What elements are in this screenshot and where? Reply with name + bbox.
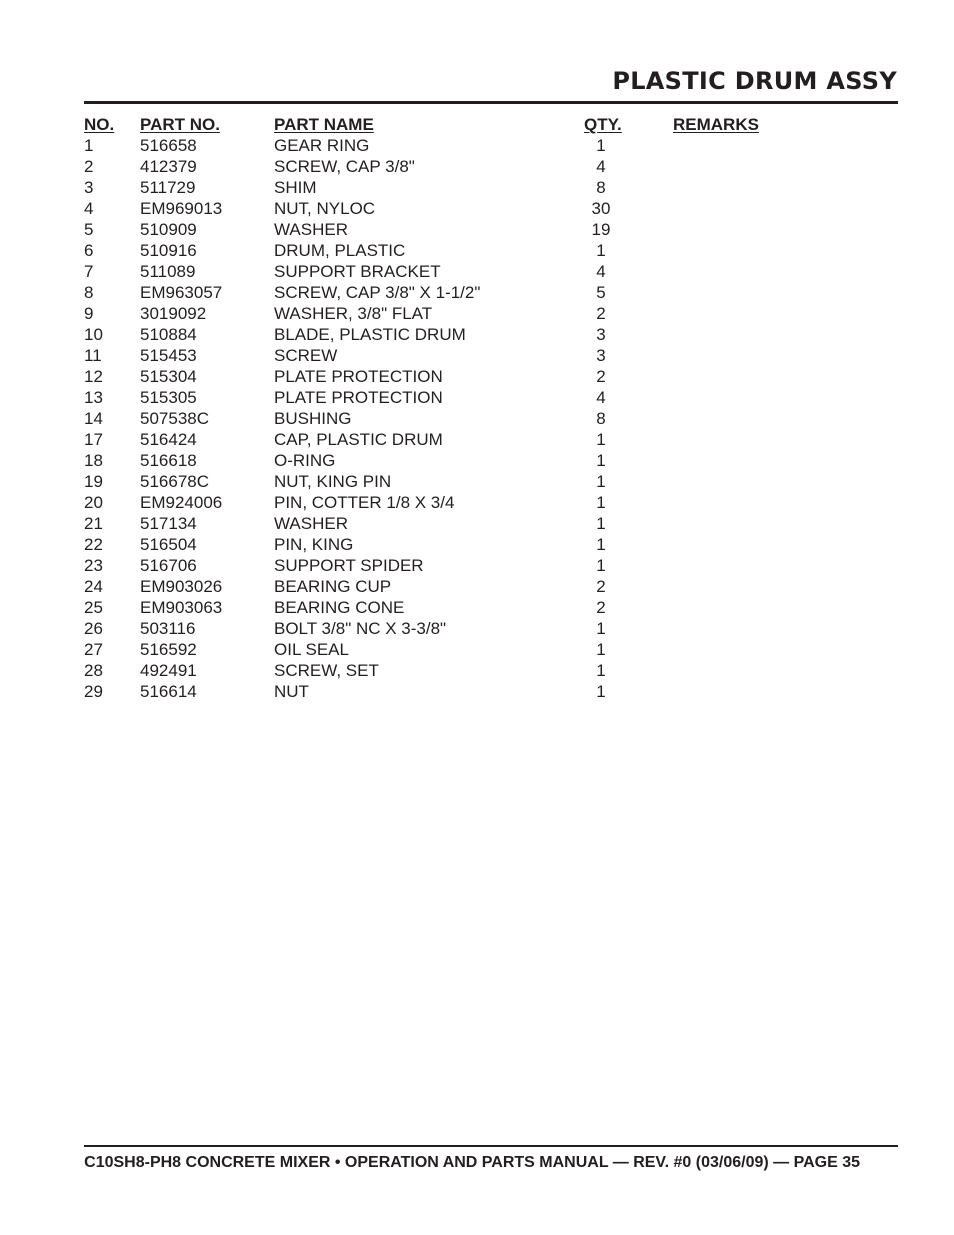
cell-part-no: 412379	[140, 157, 197, 176]
table-row	[84, 366, 784, 387]
cell-part-no: 516614	[140, 682, 197, 701]
cell-qty: 1	[596, 640, 606, 659]
cell-qty: 4	[596, 157, 606, 176]
cell-qty: 1	[596, 451, 606, 470]
cell-qty: 1	[596, 682, 606, 701]
cell-qty: 2	[596, 598, 606, 617]
cell-part-name: BLADE, PLASTIC DRUM	[274, 325, 466, 344]
cell-qty: 3	[596, 346, 606, 365]
cell-part-no: 515453	[140, 346, 197, 365]
table-row	[84, 261, 784, 282]
cell-qty: 4	[596, 388, 606, 407]
cell-part-no: 503116	[140, 619, 196, 638]
cell-part-name: SCREW, SET	[274, 661, 379, 680]
cell-qty: 1	[596, 556, 606, 575]
cell-no: 6	[84, 241, 94, 260]
cell-part-name: PLATE PROTECTION	[274, 367, 443, 386]
cell-part-no: 516504	[140, 535, 197, 554]
cell-part-name: BEARING CONE	[274, 598, 405, 617]
title-divider	[84, 101, 898, 104]
cell-no: 27	[84, 640, 103, 659]
cell-qty: 1	[596, 535, 606, 554]
cell-part-no: 515304	[140, 367, 197, 386]
cell-part-name: SHIM	[274, 178, 317, 197]
cell-part-no: 507538C	[140, 409, 210, 428]
cell-part-name: NUT, NYLOC	[274, 199, 376, 218]
cell-qty: 8	[596, 409, 606, 428]
cell-no: 20	[84, 493, 103, 512]
table-header-row	[84, 114, 784, 135]
cell-part-name: NUT	[274, 682, 309, 701]
cell-qty: 2	[596, 367, 606, 386]
cell-part-no: 511089	[140, 262, 196, 281]
cell-qty: 1	[596, 430, 606, 449]
cell-part-name: O-RING	[274, 451, 336, 470]
cell-part-no: 515305	[140, 388, 197, 407]
table-row	[84, 492, 784, 513]
table-row	[84, 597, 784, 618]
cell-no: 19	[84, 472, 103, 491]
cell-part-name: PIN, COTTER 1/8 X 3/4	[274, 493, 455, 512]
cell-qty: 1	[596, 136, 606, 155]
table-row	[84, 303, 784, 324]
table-row	[84, 534, 784, 555]
parts-table	[84, 114, 784, 702]
column-header-qty: QTY.	[584, 115, 622, 134]
cell-no: 29	[84, 682, 103, 701]
cell-no: 18	[84, 451, 103, 470]
cell-part-name: DRUM, PLASTIC	[274, 241, 406, 260]
cell-part-no: EM903063	[140, 598, 223, 617]
cell-no: 10	[84, 325, 103, 344]
page-title: PLASTIC DRUM ASSY	[612, 67, 897, 95]
cell-part-no: 516424	[140, 430, 197, 449]
table-row	[84, 156, 784, 177]
table-row	[84, 198, 784, 219]
cell-qty: 1	[596, 472, 606, 491]
cell-qty: 5	[596, 283, 606, 302]
cell-no: 14	[84, 409, 103, 428]
table-row	[84, 471, 784, 492]
cell-part-name: BEARING CUP	[274, 577, 392, 596]
table-row	[84, 387, 784, 408]
column-header-remarks: REMARKS	[673, 115, 759, 134]
table-row	[84, 576, 784, 597]
table-row	[84, 219, 784, 240]
cell-no: 5	[84, 220, 94, 239]
cell-no: 11	[84, 346, 102, 365]
cell-part-no: 510916	[140, 241, 197, 260]
cell-part-no: 492491	[140, 661, 197, 680]
table-row	[84, 513, 784, 534]
cell-no: 24	[84, 577, 103, 596]
cell-part-no: 511729	[140, 178, 196, 197]
cell-part-name: PLATE PROTECTION	[274, 388, 443, 407]
cell-no: 7	[84, 262, 94, 281]
cell-part-no: EM924006	[140, 493, 223, 512]
cell-part-name: WASHER, 3/8" FLAT	[274, 304, 433, 323]
cell-part-name: BUSHING	[274, 409, 352, 428]
cell-part-no: 516658	[140, 136, 197, 155]
cell-qty: 3	[596, 325, 606, 344]
footer-text: C10SH8-PH8 CONCRETE MIXER • OPERATION AND PARTS MANUAL — REV. #0 (03/06/09) — PAGE 35	[84, 1154, 860, 1171]
table-row	[84, 639, 784, 660]
cell-part-name: GEAR RING	[274, 136, 370, 155]
table-row	[84, 429, 784, 450]
cell-part-name: SCREW	[274, 346, 338, 365]
cell-part-name: NUT, KING PIN	[274, 472, 392, 491]
cell-qty: 1	[596, 241, 606, 260]
column-header-part-no: PART NO.	[140, 115, 220, 134]
column-header-part-name: PART NAME	[274, 115, 374, 134]
cell-part-no: 510909	[140, 220, 197, 239]
cell-no: 3	[84, 178, 94, 197]
cell-part-no: EM963057	[140, 283, 223, 302]
cell-qty: 1	[596, 514, 606, 533]
table-row	[84, 681, 784, 702]
cell-part-no: 517134	[140, 514, 197, 533]
cell-part-no: 510884	[140, 325, 197, 344]
column-header-no: NO.	[84, 115, 115, 134]
cell-part-no: EM969013	[140, 199, 223, 218]
cell-qty: 19	[591, 220, 611, 239]
cell-no: 8	[84, 283, 94, 302]
table-row	[84, 135, 784, 156]
cell-no: 21	[84, 514, 103, 533]
cell-no: 1	[84, 136, 94, 155]
cell-no: 23	[84, 556, 103, 575]
cell-part-no: 516678C	[140, 472, 210, 491]
table-row	[84, 618, 784, 639]
footer-divider	[84, 1145, 898, 1147]
cell-no: 13	[84, 388, 103, 407]
cell-qty: 2	[596, 304, 606, 323]
cell-qty: 30	[591, 199, 611, 218]
cell-part-name: WASHER	[274, 220, 348, 239]
cell-qty: 1	[596, 661, 606, 680]
table-row	[84, 345, 784, 366]
cell-part-name: BOLT 3/8" NC X 3-3/8"	[274, 619, 447, 638]
cell-no: 4	[84, 199, 94, 218]
cell-no: 26	[84, 619, 103, 638]
table-row	[84, 408, 784, 429]
cell-no: 17	[84, 430, 103, 449]
cell-part-no: 516618	[140, 451, 197, 470]
table-row	[84, 660, 784, 681]
cell-part-name: SCREW, CAP 3/8" X 1-1/2"	[274, 283, 481, 302]
cell-part-name: SUPPORT BRACKET	[274, 262, 441, 281]
cell-qty: 1	[596, 493, 606, 512]
cell-no: 22	[84, 535, 103, 554]
cell-no: 28	[84, 661, 103, 680]
cell-part-name: CAP, PLASTIC DRUM	[274, 430, 443, 449]
table-row	[84, 282, 784, 303]
table-row	[84, 450, 784, 471]
table-row	[84, 555, 784, 576]
cell-part-no: 516592	[140, 640, 197, 659]
cell-no: 12	[84, 367, 103, 386]
cell-no: 9	[84, 304, 94, 323]
cell-no: 25	[84, 598, 103, 617]
cell-qty: 4	[596, 262, 606, 281]
cell-part-name: PIN, KING	[274, 535, 354, 554]
table-row	[84, 240, 784, 261]
cell-qty: 1	[596, 619, 606, 638]
cell-part-no: EM903026	[140, 577, 223, 596]
cell-no: 2	[84, 157, 94, 176]
cell-part-name: WASHER	[274, 514, 348, 533]
cell-part-no: 516706	[140, 556, 197, 575]
cell-part-name: SUPPORT SPIDER	[274, 556, 424, 575]
cell-qty: 2	[596, 577, 606, 596]
cell-qty: 8	[596, 178, 606, 197]
table-row	[84, 177, 784, 198]
cell-part-name: OIL SEAL	[274, 640, 349, 659]
cell-part-no: 3019092	[140, 304, 207, 323]
cell-part-name: SCREW, CAP 3/8"	[274, 157, 415, 176]
table-body	[84, 135, 784, 702]
table-row	[84, 324, 784, 345]
